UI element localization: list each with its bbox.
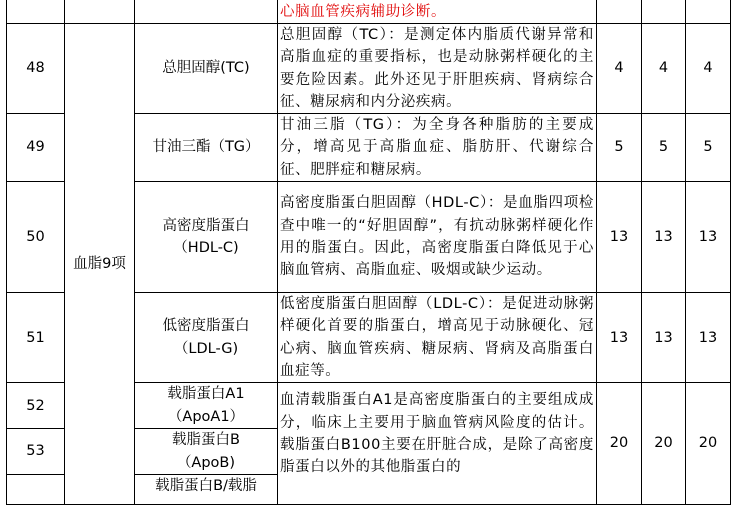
price-value: [597, 0, 642, 24]
price-value: 20: [597, 383, 642, 505]
row-number: 51: [7, 293, 65, 383]
price-value: 4: [597, 24, 642, 114]
table-row: [7, 0, 731, 24]
row-number: 53: [7, 429, 65, 475]
item-name-line2: （ApoB): [176, 454, 236, 471]
category-cell: 血脂9项: [65, 24, 135, 505]
item-name-line2: （LDL-G): [173, 340, 239, 357]
merged-description: 血清载脂蛋白A1是高密度脂蛋白的主要组成成分，临床上主要用于脑血管病风险度的估计。载脂蛋白B100主要在肝脏合成，是除了高密度脂蛋白以外的其他脂蛋白的: [278, 383, 597, 505]
item-name: 载脂蛋白B/载脂: [135, 474, 278, 504]
price-value: 13: [597, 182, 642, 293]
item-name: 总胆固醇(TC): [135, 24, 278, 114]
price-value: 13: [642, 293, 686, 383]
row-number: [7, 474, 65, 504]
item-description: 总胆固醇（TC）：是测定体内脂质代谢异常和高脂血症的重要指标，也是动脉粥样硬化的主要危险因素。此外还见于肝胆疾病、肾病综合征、糖尿病和内分泌疾病。: [278, 24, 597, 114]
item-name-line1: 载脂蛋白B: [172, 432, 240, 449]
row-number: 48: [7, 24, 65, 114]
item-description: 低密度脂蛋白胆固醇（LDL-C）：是促进动脉粥样硬化首要的脂蛋白，增高见于动脉硬化、冠心病、脑血管疾病、糖尿病、肾病及高脂蛋白血症等。: [278, 293, 597, 383]
row-number: 49: [7, 114, 65, 182]
row-number: [7, 0, 65, 24]
price-value: 13: [686, 182, 731, 293]
price-value: 5: [597, 114, 642, 182]
price-value: 4: [686, 24, 731, 114]
item-description: 高密度脂蛋白胆固醇（HDL-C）：是血脂四项检查中唯一的“好胆固醇”，有抗动脉粥样硬化作用的脂蛋白。因此，高密度脂蛋白降低见于心脑血管病、高脂血症、吸烟或缺少运动。: [278, 182, 597, 293]
price-value: 20: [686, 383, 731, 505]
item-description: 心脑血管疾病辅助诊断。: [278, 0, 597, 24]
item-name-line1: 低密度脂蛋白: [162, 318, 250, 335]
item-name-line2: （ApoA1）: [167, 408, 245, 425]
price-value: 4: [642, 24, 686, 114]
price-value: 13: [597, 293, 642, 383]
item-name-line1: 高密度脂蛋白: [162, 217, 250, 234]
price-value: [642, 0, 686, 24]
price-value: 5: [642, 114, 686, 182]
item-description: 甘油三脂（TG）：为全身各种脂肪的主要成分，增高见于高脂血症、脂肪肝、代谢综合征、肥胖症和糖尿病。: [278, 114, 597, 182]
item-name: [135, 293, 278, 383]
price-value: 13: [686, 293, 731, 383]
item-name: [135, 0, 278, 24]
item-name: 甘油三酯（TG）: [135, 114, 278, 182]
price-value: 5: [686, 114, 731, 182]
row-number: 52: [7, 383, 65, 429]
category-cell-top: [65, 0, 135, 24]
item-name-line1: 载脂蛋白A1: [167, 386, 245, 403]
item-name: [135, 182, 278, 293]
table-row: [7, 24, 731, 114]
item-name: [135, 383, 278, 429]
price-value: 20: [642, 383, 686, 505]
price-value: [686, 0, 731, 24]
row-number: 50: [7, 182, 65, 293]
exam-items-table: [6, 0, 731, 505]
price-value: 13: [642, 182, 686, 293]
item-name-line2: （HDL-C): [173, 240, 239, 257]
